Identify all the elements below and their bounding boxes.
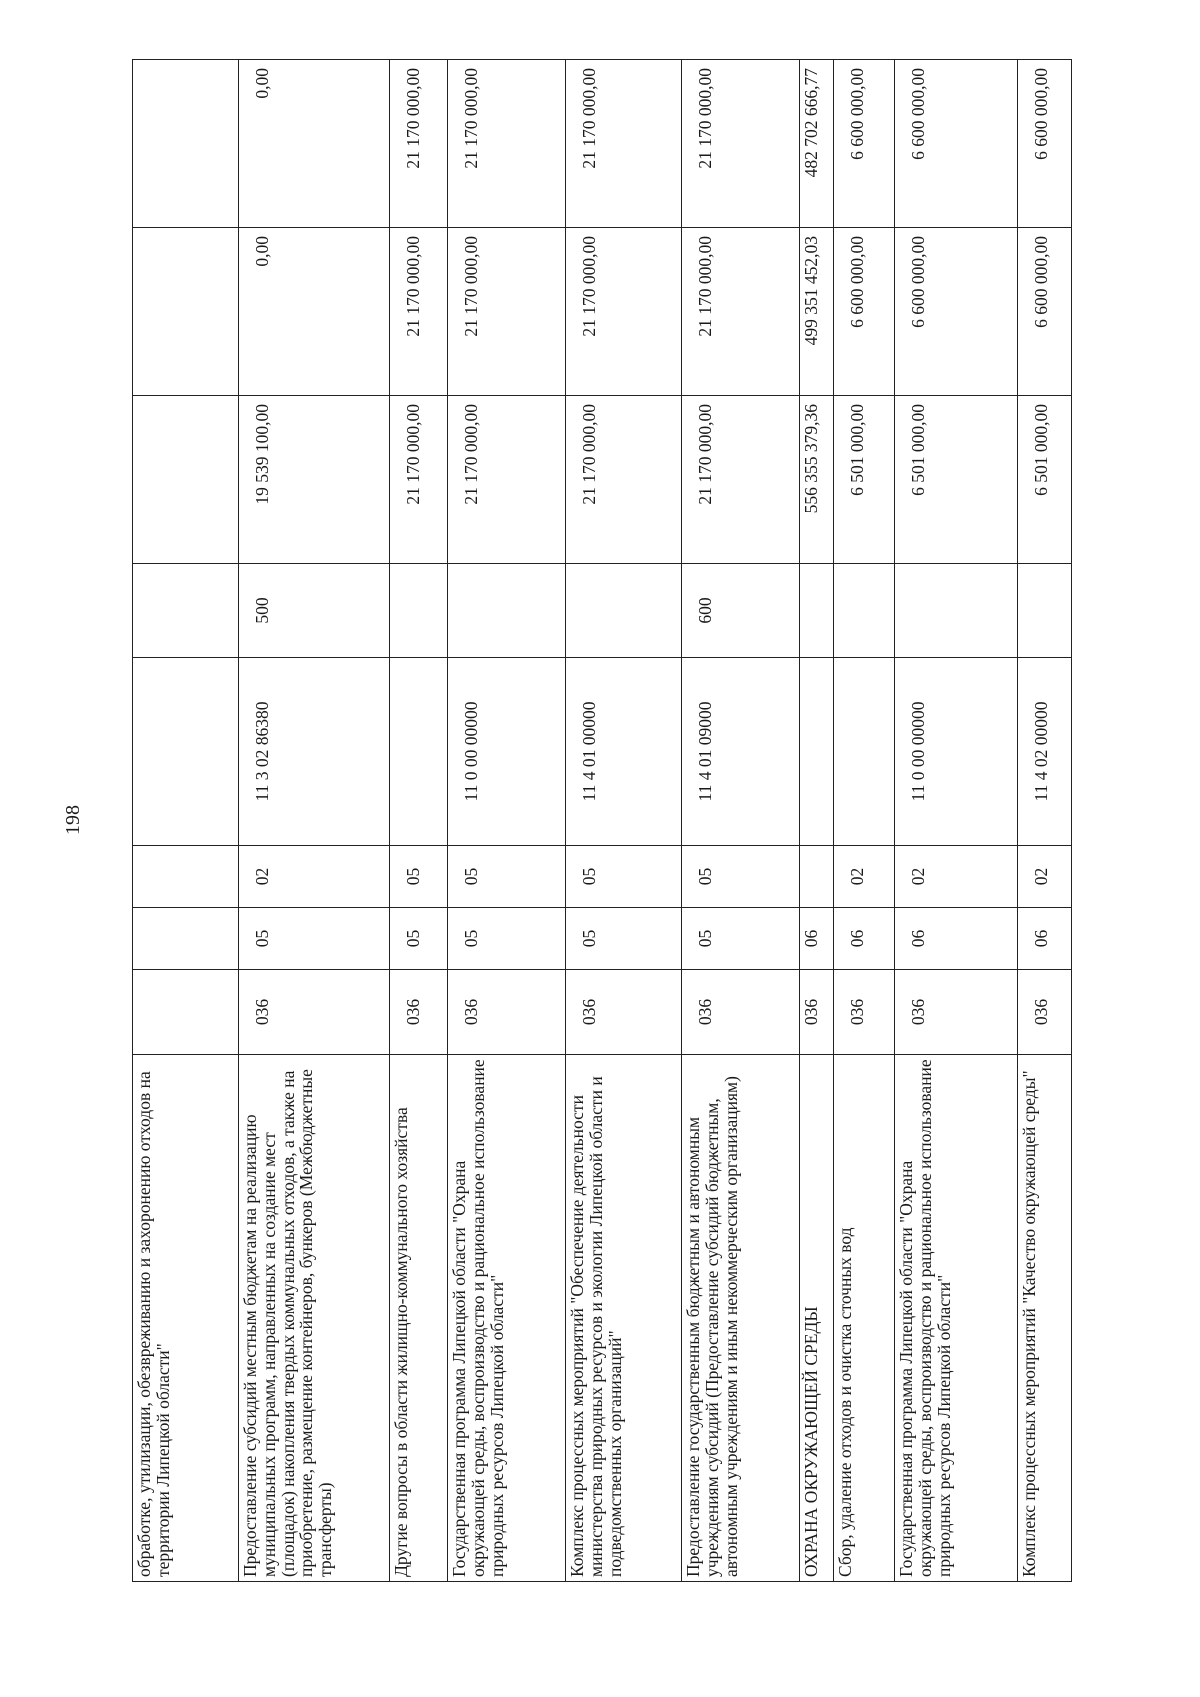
subsection-code: 02 [238,846,389,908]
page-number: 198 [62,805,84,835]
target-article-code [833,658,894,846]
amount-year-1: 6 501 000,00 [895,396,1018,564]
expense-type-code: 500 [238,564,389,658]
section-code: 06 [800,908,834,970]
ministry-code: 036 [238,970,389,1055]
amount-year-3: 6 600 000,00 [895,60,1018,228]
row-description: Предоставление субсидий местным бюджетам на реализацию муниципальных программ, направленных на создание мест (площадок) накопления твердых коммунальных отходов, а также на приобретение, размещение контейнеров, бункеров (Межбюджетные трансферты) [238,1055,389,1582]
target-article-code: 11 4 01 00000 [565,658,682,846]
expense-type-code [565,564,682,658]
amount-year-3: 21 170 000,00 [682,60,800,228]
amount-year-1: 6 501 000,00 [1017,396,1071,564]
ministry-code: 036 [390,970,448,1055]
table-row [895,60,1018,1582]
budget-table [132,59,1072,1582]
subsection-code: 05 [447,846,565,908]
amount-year-1: 556 355 379,36 [800,396,834,564]
amount-year-2: 21 170 000,00 [390,228,448,396]
expense-type-code [833,564,894,658]
section-code: 06 [895,908,1018,970]
table-row [447,60,565,1582]
expense-type-code [447,564,565,658]
row-description: Комплекс процессных мероприятий "Качество окружающей среды" [1017,1055,1071,1582]
amount-year-1: 21 170 000,00 [682,396,800,564]
budget-table-container [132,60,1072,1582]
amount-year-1: 21 170 000,00 [390,396,448,564]
section-code [133,908,239,970]
expense-type-code [1017,564,1071,658]
table-row [390,60,448,1582]
amount-year-3 [133,60,239,228]
amount-year-2: 21 170 000,00 [682,228,800,396]
amount-year-3: 21 170 000,00 [390,60,448,228]
row-description: Сбор, удаление отходов и очистка сточных вод [833,1055,894,1582]
amount-year-2: 0,00 [238,228,389,396]
target-article-code [800,658,834,846]
expense-type-code [133,564,239,658]
section-code: 05 [390,908,448,970]
ministry-code: 036 [833,970,894,1055]
row-description: ОХРАНА ОКРУЖАЮЩЕЙ СРЕДЫ [800,1055,834,1582]
table-row [238,60,389,1582]
ministry-code: 036 [565,970,682,1055]
amount-year-3: 6 600 000,00 [1017,60,1071,228]
target-article-code: 11 4 02 00000 [1017,658,1071,846]
row-description: Другие вопросы в области жилищно-коммунального хозяйства [390,1055,448,1582]
table-row [800,60,834,1582]
amount-year-3: 21 170 000,00 [565,60,682,228]
target-article-code: 11 0 00 00000 [447,658,565,846]
ministry-code: 036 [800,970,834,1055]
amount-year-2: 6 600 000,00 [833,228,894,396]
expense-type-code: 600 [682,564,800,658]
target-article-code: 11 4 01 09000 [682,658,800,846]
subsection-code: 05 [390,846,448,908]
target-article-code [133,658,239,846]
ministry-code: 036 [1017,970,1071,1055]
row-description: обработке, утилизации, обезвреживанию и захоронению отходов на территории Липецкой области" [133,1055,239,1582]
section-code: 05 [565,908,682,970]
target-article-code: 11 0 00 00000 [895,658,1018,846]
row-description: Комплекс процессных мероприятий "Обеспечение деятельности министерства природных ресурсов и экологии Липецкой области и подведомственных организаций" [565,1055,682,1582]
amount-year-2: 499 351 452,03 [800,228,834,396]
subsection-code: 02 [833,846,894,908]
ministry-code: 036 [447,970,565,1055]
amount-year-1: 21 170 000,00 [447,396,565,564]
amount-year-2: 21 170 000,00 [565,228,682,396]
section-code: 05 [238,908,389,970]
subsection-code: 02 [895,846,1018,908]
expense-type-code [800,564,834,658]
table-row [565,60,682,1582]
amount-year-1: 6 501 000,00 [833,396,894,564]
amount-year-1 [133,396,239,564]
amount-year-3: 0,00 [238,60,389,228]
target-article-code [390,658,448,846]
amount-year-2: 6 600 000,00 [1017,228,1071,396]
table-row [1017,60,1071,1582]
subsection-code: 05 [682,846,800,908]
table-row [133,60,239,1582]
row-description: Государственная программа Липецкой области "Охрана окружающей среды, воспроизводство и рациональное использование природных ресурсов Липецкой области" [447,1055,565,1582]
amount-year-3: 21 170 000,00 [447,60,565,228]
expense-type-code [895,564,1018,658]
subsection-code: 02 [1017,846,1071,908]
expense-type-code [390,564,448,658]
amount-year-2: 6 600 000,00 [895,228,1018,396]
row-description: Государственная программа Липецкой области "Охрана окружающей среды, воспроизводство и рациональное использование природных ресурсов Липецкой области" [895,1055,1018,1582]
amount-year-2 [133,228,239,396]
row-description: Предоставление государственным бюджетным и автономным учреждениям субсидий (Предоставление субсидий бюджетным, автономным учреждениям и иным некоммерческим организациям) [682,1055,800,1582]
amount-year-1: 21 170 000,00 [565,396,682,564]
target-article-code: 11 3 02 86380 [238,658,389,846]
section-code: 05 [447,908,565,970]
ministry-code: 036 [895,970,1018,1055]
section-code: 06 [833,908,894,970]
section-code: 05 [682,908,800,970]
section-code: 06 [1017,908,1071,970]
amount-year-3: 6 600 000,00 [833,60,894,228]
ministry-code [133,970,239,1055]
ministry-code: 036 [682,970,800,1055]
amount-year-3: 482 702 666,77 [800,60,834,228]
subsection-code: 05 [565,846,682,908]
subsection-code [133,846,239,908]
amount-year-1: 19 539 100,00 [238,396,389,564]
table-row [833,60,894,1582]
table-row [682,60,800,1582]
amount-year-2: 21 170 000,00 [447,228,565,396]
subsection-code [800,846,834,908]
